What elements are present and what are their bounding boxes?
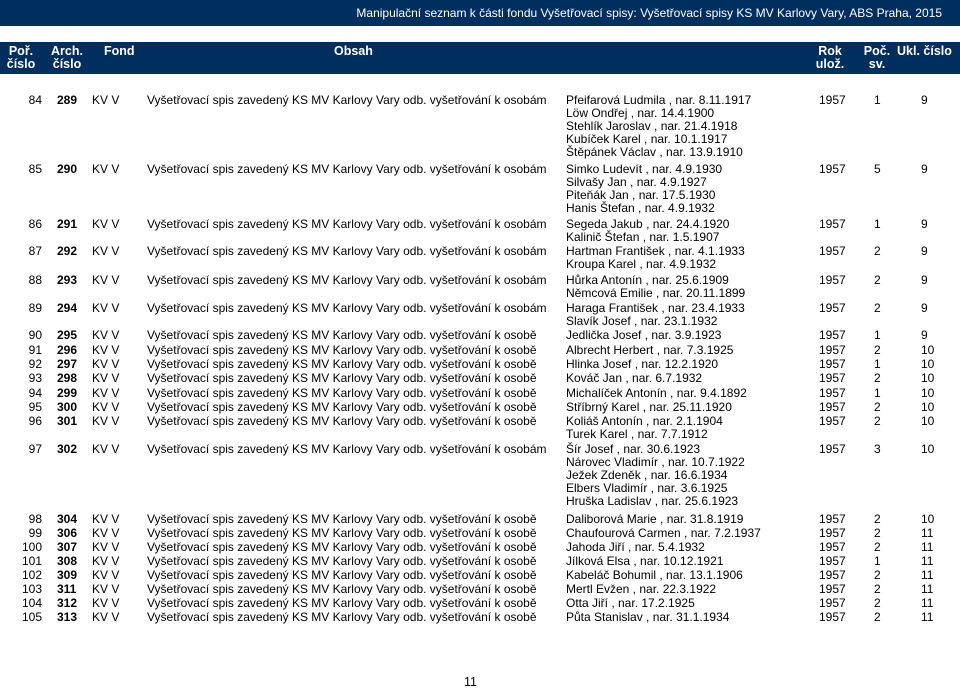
person-entry: Jílková Elsa , nar. 10.12.1921 <box>566 554 724 568</box>
row-por: 84 <box>28 93 42 107</box>
row-por: 93 <box>28 371 42 385</box>
row-ukl: 9 <box>921 93 928 107</box>
row-names <box>566 443 806 508</box>
row-poc: 2 <box>874 610 881 624</box>
row-arch: 300 <box>57 400 78 414</box>
row-rok: 1957 <box>819 371 846 385</box>
person-entry: Turek Karel , nar. 7.7.1912 <box>566 427 708 441</box>
header-fond-label: Fond <box>104 44 135 58</box>
table-row <box>0 569 960 582</box>
person-entry: Pfeifarová Ludmila , nar. 8.11.1917 <box>566 93 752 107</box>
row-ukl: 9 <box>921 273 928 287</box>
row-poc: 1 <box>874 217 881 231</box>
table-row <box>0 401 960 414</box>
person-entry: Koliáš Antonín , nar. 2.1.1904 <box>566 414 723 428</box>
header-ukl-label: Ukl. číslo <box>897 44 952 58</box>
row-rok: 1957 <box>819 273 846 287</box>
row-poc: 1 <box>874 328 881 342</box>
row-obsah: Vyšetřovací spis zavedený KS MV Karlovy Vary odb. vyšetřování k osobě <box>147 610 537 624</box>
person-entry: Piteňák Jan , nar. 17.5.1930 <box>566 188 716 202</box>
person-entry: Silvašy Jan , nar. 4.9.1927 <box>566 175 707 189</box>
table-row <box>0 329 960 342</box>
page-number: 11 <box>464 675 477 689</box>
person-entry: Hruška Ladislav , nar. 25.6.1923 <box>566 494 739 508</box>
person-entry: Stehlík Jaroslav , nar. 21.4.1918 <box>566 119 738 133</box>
header-poc-line1: Poč. <box>863 44 891 58</box>
row-names <box>566 611 806 624</box>
row-obsah: Vyšetřovací spis zavedený KS MV Karlovy Vary odb. vyšetřování k osobě <box>147 596 537 610</box>
row-rok: 1957 <box>819 568 846 582</box>
row-fond: KV V <box>92 93 120 107</box>
row-por: 97 <box>28 442 42 456</box>
row-poc: 2 <box>874 540 881 554</box>
row-fond: KV V <box>92 596 120 610</box>
table-row <box>0 415 960 428</box>
row-fond: KV V <box>92 386 120 400</box>
row-poc: 2 <box>874 244 881 258</box>
row-poc: 2 <box>874 343 881 357</box>
row-por: 90 <box>28 328 42 342</box>
row-rok: 1957 <box>819 386 846 400</box>
header-rok-line2: ulož. <box>815 57 845 71</box>
person-entry: Michalíček Antonín , nar. 9.4.1892 <box>566 386 747 400</box>
row-arch: 291 <box>57 217 78 231</box>
person-entry: Jahoda Jiří , nar. 5.4.1932 <box>566 540 705 554</box>
row-poc: 2 <box>874 414 881 428</box>
row-ukl: 11 <box>921 554 934 568</box>
person-entry: Němcová Emilie , nar. 20.11.1899 <box>566 286 746 300</box>
row-por: 91 <box>28 343 42 357</box>
row-obsah: Vyšetřovací spis zavedený KS MV Karlovy Vary odb. vyšetřování k osobě <box>147 554 537 568</box>
row-names <box>566 372 806 385</box>
row-poc: 2 <box>874 582 881 596</box>
row-poc: 2 <box>874 526 881 540</box>
row-por: 88 <box>28 273 42 287</box>
row-fond: KV V <box>92 568 120 582</box>
row-por: 100 <box>21 540 42 554</box>
table-row <box>0 443 960 456</box>
table-row <box>0 611 960 624</box>
header-arch-line2: číslo <box>52 57 82 71</box>
table-row <box>0 218 960 231</box>
row-ukl: 10 <box>921 386 935 400</box>
row-rok: 1957 <box>819 162 846 176</box>
row-arch: 313 <box>57 610 78 624</box>
row-arch: 308 <box>57 554 78 568</box>
row-ukl: 10 <box>921 512 935 526</box>
row-obsah: Vyšetřovací spis zavedený KS MV Karlovy Vary odb. vyšetřování k osobě <box>147 512 537 526</box>
row-rok: 1957 <box>819 610 846 624</box>
row-por: 103 <box>21 582 42 596</box>
row-rok: 1957 <box>819 400 846 414</box>
row-arch: 309 <box>57 568 78 582</box>
person-entry: Kováč Jan , nar. 6.7.1932 <box>566 371 703 385</box>
row-obsah: Vyšetřovací spis zavedený KS MV Karlovy Vary odb. vyšetřování k osobě <box>147 371 537 385</box>
row-fond: KV V <box>92 554 120 568</box>
person-entry: Mertl Evžen , nar. 22.3.1922 <box>566 582 717 596</box>
row-names <box>566 274 806 300</box>
row-rok: 1957 <box>819 244 846 258</box>
person-entry: Nárovec Vladimír , nar. 10.7.1922 <box>566 455 745 469</box>
row-names <box>566 569 806 582</box>
header-por-line1: Poř. <box>8 44 34 58</box>
row-rok: 1957 <box>819 540 846 554</box>
document-title: Manipulační seznam k části fondu Vyšetřovací spisy: Vyšetřovací spisy KS MV Karlovy Vary, ABS Praha, 2015 <box>356 6 942 20</box>
row-rok: 1957 <box>819 512 846 526</box>
row-fond: KV V <box>92 526 120 540</box>
row-por: 102 <box>21 568 42 582</box>
person-entry: Půta Stanislav , nar. 31.1.1934 <box>566 610 730 624</box>
row-por: 98 <box>28 512 42 526</box>
row-ukl: 11 <box>921 526 934 540</box>
row-por: 92 <box>28 357 42 371</box>
row-obsah: Vyšetřovací spis zavedený KS MV Karlovy Vary odb. vyšetřování k osobě <box>147 343 537 357</box>
row-por: 99 <box>28 526 42 540</box>
row-fond: KV V <box>92 371 120 385</box>
row-arch: 294 <box>57 301 78 315</box>
person-entry: Štěpánek Václav , nar. 13.9.1910 <box>566 145 743 159</box>
row-ukl: 9 <box>921 217 928 231</box>
row-names <box>566 344 806 357</box>
row-arch: 293 <box>57 273 78 287</box>
person-entry: Daliborová Marie , nar. 31.8.1919 <box>566 512 744 526</box>
person-entry: Elbers Vladimír , nar. 3.6.1925 <box>566 481 728 495</box>
person-entry: Ježek Zdeněk , nar. 16.6.1934 <box>566 468 728 482</box>
row-obsah: Vyšetřovací spis zavedený KS MV Karlovy Vary odb. vyšetřování k osobám <box>147 93 547 107</box>
person-entry: Simko Ludevít , nar. 4.9.1930 <box>566 162 723 176</box>
row-fond: KV V <box>92 162 120 176</box>
row-rok: 1957 <box>819 414 846 428</box>
row-names <box>566 302 806 328</box>
row-rok: 1957 <box>819 328 846 342</box>
row-por: 95 <box>28 400 42 414</box>
table-row <box>0 94 960 107</box>
person-entry: Jedlička Josef , nar. 3.9.1923 <box>566 328 722 342</box>
person-entry: Chaufourová Carmen , nar. 7.2.1937 <box>566 526 761 540</box>
row-names <box>566 541 806 554</box>
person-entry: Albrecht Herbert , nar. 7.3.1925 <box>566 343 734 357</box>
row-fond: KV V <box>92 244 120 258</box>
row-por: 105 <box>21 610 42 624</box>
row-names <box>566 387 806 400</box>
person-entry: Segeda Jakub , nar. 24.4.1920 <box>566 217 730 231</box>
person-entry: Kabeláč Bohumil , nar. 13.1.1906 <box>566 568 743 582</box>
row-fond: KV V <box>92 512 120 526</box>
row-rok: 1957 <box>819 582 846 596</box>
row-poc: 2 <box>874 273 881 287</box>
header-por-line2: číslo <box>6 57 36 71</box>
person-entry: Slavík Josef , nar. 23.1.1932 <box>566 314 718 328</box>
row-poc: 2 <box>874 596 881 610</box>
row-poc: 2 <box>874 512 881 526</box>
row-rok: 1957 <box>819 554 846 568</box>
row-arch: 292 <box>57 244 78 258</box>
row-names <box>566 401 806 414</box>
person-entry: Kalinič Štefan , nar. 1.5.1907 <box>566 230 720 244</box>
row-ukl: 10 <box>921 343 935 357</box>
row-poc: 3 <box>874 442 881 456</box>
row-arch: 299 <box>57 386 78 400</box>
row-poc: 1 <box>874 357 881 371</box>
row-obsah: Vyšetřovací spis zavedený KS MV Karlovy Vary odb. vyšetřování k osobě <box>147 328 537 342</box>
row-names <box>566 513 806 526</box>
row-poc: 5 <box>874 162 881 176</box>
row-arch: 298 <box>57 371 78 385</box>
row-rok: 1957 <box>819 343 846 357</box>
row-names <box>566 415 806 441</box>
row-ukl: 10 <box>921 400 935 414</box>
row-ukl: 11 <box>921 610 934 624</box>
person-entry: Hanis Štefan , nar. 4.9.1932 <box>566 201 715 215</box>
row-fond: KV V <box>92 301 120 315</box>
table-row <box>0 245 960 258</box>
table-row <box>0 163 960 176</box>
row-fond: KV V <box>92 540 120 554</box>
table-row <box>0 527 960 540</box>
row-rok: 1957 <box>819 217 846 231</box>
row-arch: 296 <box>57 343 78 357</box>
row-ukl: 10 <box>921 371 935 385</box>
row-obsah: Vyšetřovací spis zavedený KS MV Karlovy Vary odb. vyšetřování k osobě <box>147 582 537 596</box>
person-entry: Kubíček Karel , nar. 10.1.1917 <box>566 132 728 146</box>
row-por: 87 <box>28 244 42 258</box>
row-ukl: 9 <box>921 328 928 342</box>
row-por: 96 <box>28 414 42 428</box>
row-arch: 311 <box>57 582 77 596</box>
person-entry: Otta Jiří , nar. 17.2.1925 <box>566 596 695 610</box>
row-ukl: 9 <box>921 244 928 258</box>
row-obsah: Vyšetřovací spis zavedený KS MV Karlovy Vary odb. vyšetřování k osobě <box>147 414 537 428</box>
row-por: 89 <box>28 301 42 315</box>
person-entry: Šír Josef , nar. 30.6.1923 <box>566 442 701 456</box>
row-obsah: Vyšetřovací spis zavedený KS MV Karlovy Vary odb. vyšetřování k osobě <box>147 357 537 371</box>
row-names <box>566 94 806 159</box>
row-poc: 2 <box>874 568 881 582</box>
row-ukl: 10 <box>921 442 935 456</box>
row-names <box>566 218 806 244</box>
row-arch: 304 <box>57 512 78 526</box>
row-ukl: 11 <box>921 582 934 596</box>
row-arch: 302 <box>57 442 78 456</box>
row-por: 101 <box>21 554 42 568</box>
table-row <box>0 344 960 357</box>
row-poc: 2 <box>874 301 881 315</box>
row-fond: KV V <box>92 610 120 624</box>
row-obsah: Vyšetřovací spis zavedený KS MV Karlovy Vary odb. vyšetřování k osobám <box>147 217 547 231</box>
row-names <box>566 163 806 215</box>
table-row <box>0 541 960 554</box>
row-rok: 1957 <box>819 596 846 610</box>
person-entry: Hartman František , nar. 4.1.1933 <box>566 244 745 258</box>
row-poc: 2 <box>874 400 881 414</box>
person-entry: Haraga František , nar. 23.4.1933 <box>566 301 745 315</box>
row-names <box>566 329 806 342</box>
row-ukl: 9 <box>921 301 928 315</box>
row-fond: KV V <box>92 400 120 414</box>
row-ukl: 10 <box>921 357 935 371</box>
row-obsah: Vyšetřovací spis zavedený KS MV Karlovy Vary odb. vyšetřování k osobě <box>147 526 537 540</box>
row-ukl: 9 <box>921 162 928 176</box>
row-arch: 301 <box>57 414 78 428</box>
row-por: 86 <box>28 217 42 231</box>
row-fond: KV V <box>92 582 120 596</box>
row-obsah: Vyšetřovací spis zavedený KS MV Karlovy Vary odb. vyšetřování k osobě <box>147 386 537 400</box>
row-obsah: Vyšetřovací spis zavedený KS MV Karlovy Vary odb. vyšetřování k osobám <box>147 442 547 456</box>
table-row <box>0 597 960 610</box>
row-arch: 295 <box>57 328 78 342</box>
row-ukl: 10 <box>921 414 935 428</box>
row-fond: KV V <box>92 328 120 342</box>
row-poc: 1 <box>874 554 881 568</box>
row-fond: KV V <box>92 414 120 428</box>
row-rok: 1957 <box>819 357 846 371</box>
row-obsah: Vyšetřovací spis zavedený KS MV Karlovy Vary odb. vyšetřování k osobám <box>147 162 547 176</box>
row-obsah: Vyšetřovací spis zavedený KS MV Karlovy Vary odb. vyšetřování k osobě <box>147 540 537 554</box>
row-arch: 289 <box>57 93 78 107</box>
table-row <box>0 583 960 596</box>
row-names <box>566 597 806 610</box>
row-rok: 1957 <box>819 93 846 107</box>
row-obsah: Vyšetřovací spis zavedený KS MV Karlovy Vary odb. vyšetřování k osobám <box>147 244 547 258</box>
row-ukl: 11 <box>921 596 934 610</box>
row-obsah: Vyšetřovací spis zavedený KS MV Karlovy Vary odb. vyšetřování k osobě <box>147 568 537 582</box>
row-fond: KV V <box>92 273 120 287</box>
row-obsah: Vyšetřovací spis zavedený KS MV Karlovy Vary odb. vyšetřování k osobám <box>147 301 547 315</box>
header-rok-line1: Rok <box>818 44 842 58</box>
row-arch: 290 <box>57 162 78 176</box>
person-entry: Hůrka Antonín , nar. 25.6.1909 <box>566 273 729 287</box>
table-row <box>0 274 960 287</box>
row-names <box>566 555 806 568</box>
row-rok: 1957 <box>819 442 846 456</box>
table-row <box>0 513 960 526</box>
row-names <box>566 527 806 540</box>
table-row <box>0 555 960 568</box>
row-arch: 312 <box>57 596 78 610</box>
table-row <box>0 302 960 315</box>
row-ukl: 11 <box>921 540 934 554</box>
header-arch-line1: Arch. <box>51 44 83 58</box>
row-poc: 2 <box>874 371 881 385</box>
row-arch: 297 <box>57 357 78 371</box>
row-por: 104 <box>21 596 42 610</box>
person-entry: Kroupa Karel , nar. 4.9.1932 <box>566 257 717 271</box>
row-rok: 1957 <box>819 301 846 315</box>
row-names <box>566 583 806 596</box>
person-entry: Stříbrný Karel , nar. 25.11.1920 <box>566 400 732 414</box>
table-row <box>0 358 960 371</box>
row-por: 94 <box>28 386 42 400</box>
row-fond: KV V <box>92 357 120 371</box>
row-poc: 1 <box>874 93 881 107</box>
row-names <box>566 245 806 271</box>
person-entry: Löw Ondřej , nar. 14.4.1900 <box>566 106 715 120</box>
row-arch: 306 <box>57 526 78 540</box>
row-ukl: 11 <box>921 568 934 582</box>
row-fond: KV V <box>92 442 120 456</box>
row-obsah: Vyšetřovací spis zavedený KS MV Karlovy Vary odb. vyšetřování k osobě <box>147 400 537 414</box>
row-fond: KV V <box>92 343 120 357</box>
header-poc-line2: sv. <box>868 57 886 71</box>
row-obsah: Vyšetřovací spis zavedený KS MV Karlovy Vary odb. vyšetřování k osobám <box>147 273 547 287</box>
row-poc: 1 <box>874 386 881 400</box>
person-entry: Hlinka Josef , nar. 12.2.1920 <box>566 357 719 371</box>
table-row <box>0 372 960 385</box>
row-names <box>566 358 806 371</box>
header-obsah-label: Obsah <box>334 44 373 58</box>
row-arch: 307 <box>57 540 78 554</box>
row-rok: 1957 <box>819 526 846 540</box>
row-por: 85 <box>28 162 42 176</box>
table-row <box>0 387 960 400</box>
row-fond: KV V <box>92 217 120 231</box>
